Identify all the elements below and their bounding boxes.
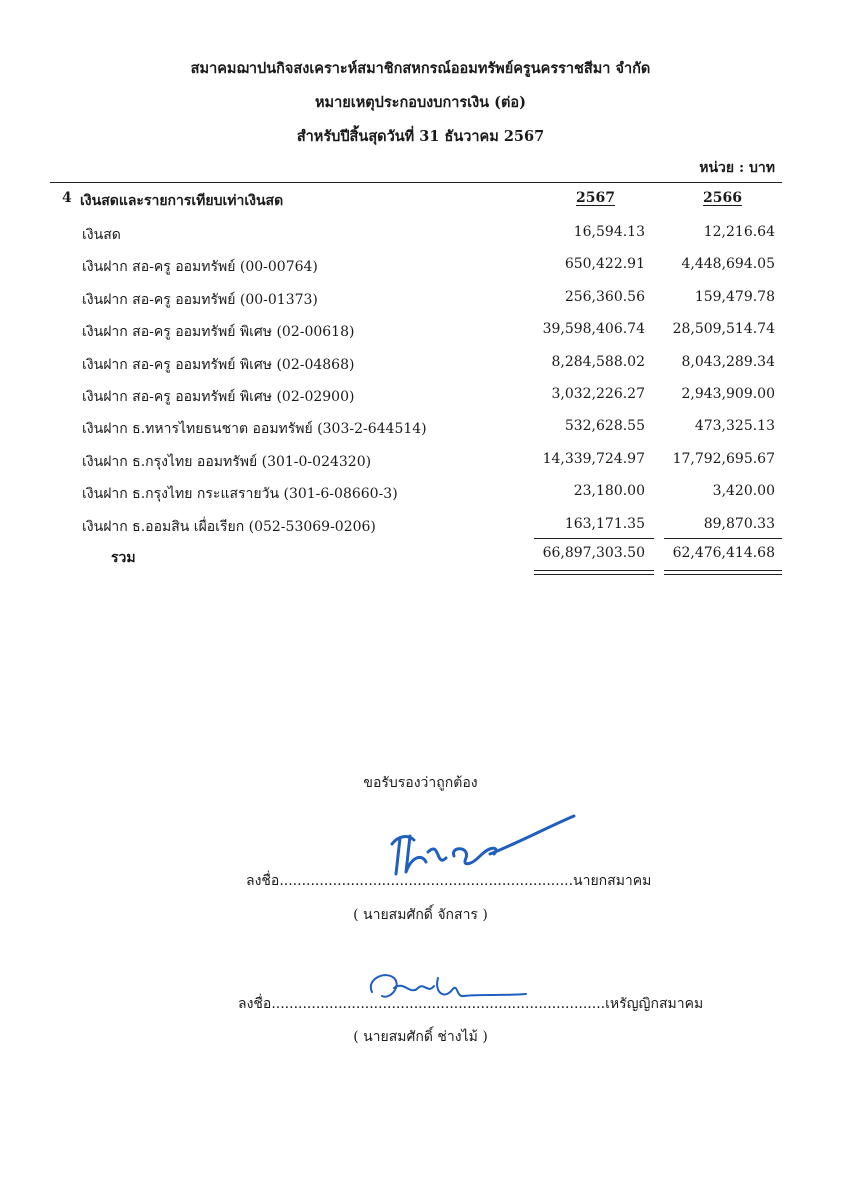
president-sign-line	[246, 870, 651, 892]
row-label: เงินฝาก ธ.ออมสิน เผื่อเรียก (052-53069-0206)	[82, 518, 376, 535]
table-row	[0, 516, 841, 548]
row-value-2566: 2,943,909.00	[681, 385, 775, 402]
row-value-2566: 12,216.64	[703, 224, 775, 240]
table-row	[0, 321, 841, 353]
row-value-2567: 532,628.55	[564, 418, 645, 435]
row-label: เงินฝาก สอ-ครู ออมทรัพย์ พิเศษ (02-02900)	[82, 388, 355, 405]
certification-text: ขอรับรองว่าถูกต้อง	[363, 775, 478, 791]
treasurer-name: ( นายสมศักดิ์ ช่างไม้ )	[353, 1029, 488, 1045]
sign-dots: ..................................................................	[279, 873, 574, 889]
row-value-2567: 39,598,406.74	[542, 321, 645, 338]
president-role: นายกสมาคม	[573, 873, 652, 889]
table-row	[0, 451, 841, 483]
row-value-2566: 4,448,694.05	[681, 256, 775, 273]
total-double-rule-2566	[664, 570, 782, 575]
row-label: เงินฝาก สอ-ครู ออมทรัพย์ (00-00764)	[82, 259, 318, 276]
table-row	[0, 386, 841, 418]
row-label: เงินฝาก สอ-ครู ออมทรัพย์ (00-01373)	[82, 291, 318, 308]
row-label: เงินสด	[82, 227, 121, 243]
row-value-2566: 3,420.00	[712, 483, 775, 500]
association-name: สมาคมฌาปนกิจสงเคราะห์สมาชิกสหกรณ์ออมทรัพย์ครูนครราชสีมา จำกัด	[190, 60, 651, 77]
row-label: เงินฝาก ธ.ทหารไทยธนชาต ออมทรัพย์ (303-2-644514)	[82, 421, 427, 438]
subtotal-rule-2566	[664, 538, 782, 539]
row-value-2567: 163,171.35	[564, 515, 645, 532]
cash-table	[0, 224, 841, 548]
header-divider	[50, 182, 782, 183]
section-header	[0, 190, 841, 212]
row-value-2566: 8,043,289.34	[681, 353, 775, 370]
row-label: เงินฝาก ธ.กรุงไทย ออมทรัพย์ (301-0-024320)	[82, 453, 372, 470]
row-value-2566: 473,325.13	[694, 418, 775, 435]
row-value-2567: 16,594.13	[573, 224, 645, 240]
document-header	[0, 52, 841, 154]
section-number: 4	[62, 190, 72, 206]
sign-dots: ...........................................................................	[271, 996, 606, 1012]
treasurer-sign-line	[238, 993, 703, 1015]
row-value-2566: 89,870.33	[703, 515, 775, 532]
year-column-2567: 2567	[576, 190, 615, 206]
subtotal-rule-2567	[534, 538, 654, 539]
total-double-rule-2567	[534, 570, 654, 575]
table-row	[0, 289, 841, 321]
row-label: เงินฝาก สอ-ครู ออมทรัพย์ พิเศษ (02-00618)	[82, 324, 355, 341]
period-title: สำหรับปีสิ้นสุดวันที่ 31 ธันวาคม 2567	[296, 128, 545, 145]
sign-label: ลงชื่อ	[238, 996, 272, 1012]
row-value-2567: 650,422.91	[564, 256, 645, 273]
president-name: ( นายสมศักดิ์ จักสาร )	[353, 907, 488, 923]
sign-label: ลงชื่อ	[246, 873, 280, 889]
row-value-2567: 14,339,724.97	[542, 450, 645, 467]
row-label: เงินฝาก ธ.กรุงไทย กระแสรายวัน (301-6-08660-3)	[82, 486, 398, 503]
row-value-2567: 23,180.00	[573, 483, 645, 500]
table-row	[0, 354, 841, 386]
total-row	[0, 545, 841, 567]
table-row	[0, 224, 841, 256]
notes-title: หมายเหตุประกอบงบการเงิน (ต่อ)	[315, 94, 526, 111]
table-row	[0, 256, 841, 288]
row-value-2566: 17,792,695.67	[672, 450, 775, 467]
total-value-2566: 62,476,414.68	[672, 545, 775, 561]
section-title: เงินสดและรายการเทียบเท่าเงินสด	[80, 193, 284, 209]
row-value-2566: 28,509,514.74	[672, 321, 775, 338]
row-value-2567: 3,032,226.27	[551, 385, 645, 402]
year-column-2566: 2566	[703, 190, 742, 206]
row-value-2567: 8,284,588.02	[551, 353, 645, 370]
currency-unit: หน่วย : บาท	[699, 160, 775, 176]
row-label: เงินฝาก สอ-ครู ออมทรัพย์ พิเศษ (02-04868)	[82, 356, 355, 373]
table-row	[0, 483, 841, 515]
total-value-2567: 66,897,303.50	[542, 545, 645, 561]
table-row	[0, 418, 841, 450]
total-label: รวม	[111, 550, 136, 566]
row-value-2567: 256,360.56	[564, 288, 645, 305]
treasurer-role: เหรัญญิกสมาคม	[605, 996, 704, 1012]
row-value-2566: 159,479.78	[694, 288, 775, 305]
